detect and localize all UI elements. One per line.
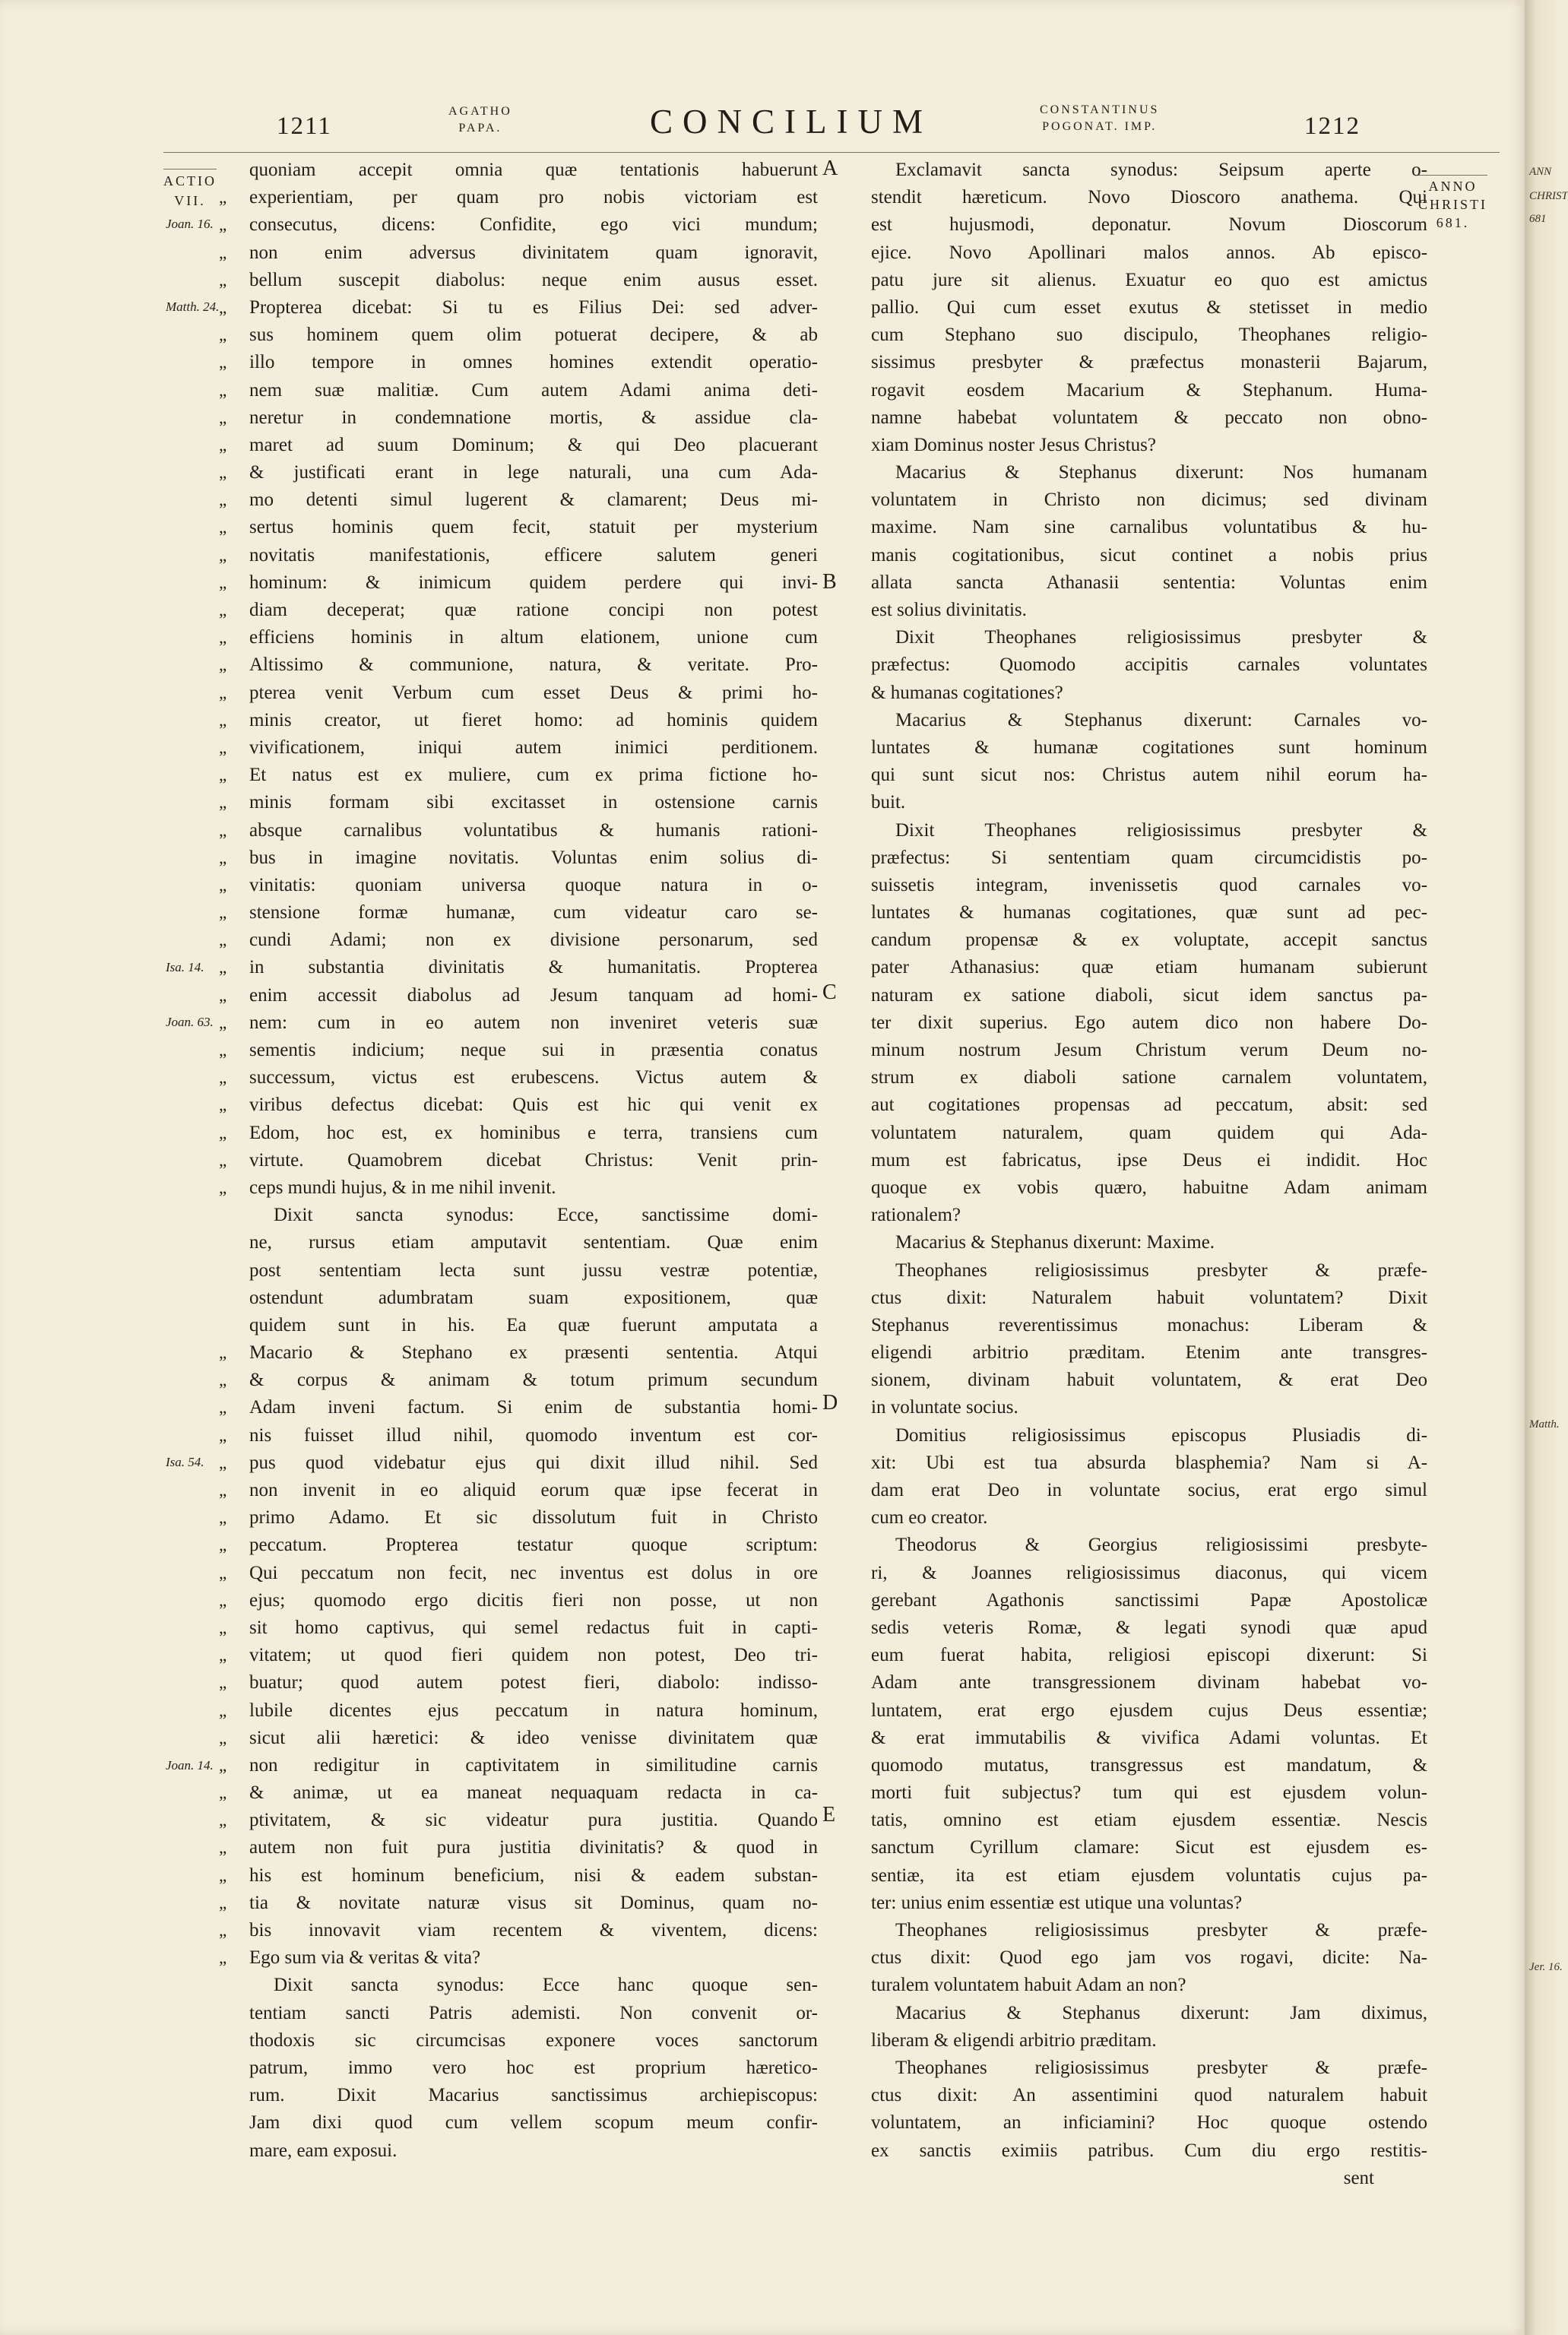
left_column-line: ejus; quomodo ergo dicitis fieri non posse, ut non xyxy=(249,1589,818,1611)
left_column-line: non enim adversus divinitatem quam ignoravit, xyxy=(249,242,818,263)
quote-mark: „ xyxy=(219,628,227,648)
left_column-line: stensione formæ humanæ, cum videatur caro se- xyxy=(249,902,818,924)
right_column-line: xit: Ubi est tua absurda blasphemia? Nam si A- xyxy=(871,1452,1427,1473)
right_column-line: sanctum Cyrillum clamare: Sicut est ejusdem es- xyxy=(871,1837,1427,1858)
left_column-line: cundi Adami; non ex divisione personarum, sed xyxy=(249,930,818,951)
right_column-line: ter: unius enim essentiæ est utique una voluntas? xyxy=(871,1892,1243,1913)
quote-mark xyxy=(219,2109,249,2137)
quote-mark: „ xyxy=(219,985,227,1005)
right_column-line: quoque ex vobis quæro, habuitne Adam animam xyxy=(871,1177,1427,1198)
right_column-line: Theodorus & Georgius religiosissimi presbyte- xyxy=(895,1535,1427,1556)
right_column-line: ri, & Joannes religiosissimus diaconus, qui vicem xyxy=(871,1562,1427,1583)
left_column-line: nem suæ malitiæ. Cum autem Adami anima deti- xyxy=(249,379,818,401)
left_column-line: ceps mundi hujus, & in me nihil invenit. xyxy=(249,1177,556,1198)
right_column-line: voluntatem naturalem, quam quidem qui Ada- xyxy=(871,1122,1427,1143)
right_column-line: naturam ex satione diaboli, sicut idem sanctus pa- xyxy=(871,984,1427,1006)
right_column-line: qui sunt sicut nos: Christus autem nihil eorum ha- xyxy=(871,765,1427,786)
quote-mark: „ xyxy=(219,1453,227,1472)
quotation-marks-column xyxy=(219,157,249,2165)
section-letter: A xyxy=(822,157,838,180)
running-title: CONCILIUM xyxy=(650,103,933,141)
left_column-line: lubile dicentes ejus peccatum in natura hominum, xyxy=(249,1700,818,1721)
running-head-left-line1: AGATHO xyxy=(448,105,512,118)
quote-mark: „ xyxy=(219,545,227,565)
left_column-line: Propterea dicebat: Si tu es Filius Dei: sed adver- xyxy=(249,296,818,318)
quote-mark: „ xyxy=(219,1425,227,1445)
margin-reference: Joan. 14. xyxy=(166,1757,214,1773)
quote-mark: „ xyxy=(219,188,227,208)
quote-mark: „ xyxy=(219,1095,227,1115)
left_column-line: mare, eam exposui. xyxy=(249,2140,398,2161)
left_column-line: bis innovavit viam recentem & viventem, dicens: xyxy=(249,1920,818,1941)
quote-mark: „ xyxy=(219,1041,227,1060)
quote-mark: „ xyxy=(219,848,227,867)
running-head-left xyxy=(448,103,512,137)
left_column-line: in substantia divinitatis & humanitatis. Propterea xyxy=(249,957,818,978)
quote-mark: „ xyxy=(219,297,227,317)
right_column-line: suissetis integram, invenissetis quod carnales vo- xyxy=(871,874,1427,895)
right_column-line: pater Athanasius: quæ etiam humanam subierunt xyxy=(871,957,1427,978)
left_column-line: tentiam sancti Patris ademisti. Non convenit or- xyxy=(249,2002,818,2023)
margin-reference: Joan. 63. xyxy=(166,1015,214,1030)
running-head-right-line2: POGONAT. IMP. xyxy=(1042,120,1158,133)
right_column-line: sentiæ, ita est etiam ejusdem voluntatis cujus pa- xyxy=(871,1865,1427,1886)
anno-label-line2: CHRISTI xyxy=(1418,197,1488,212)
right_column-line: quomodo mutatus, transgressus est mandatum, & xyxy=(871,1754,1427,1776)
right_column-line: mum est fabricatus, ipse Deus ei indidit. Hoc xyxy=(871,1149,1427,1171)
right_column-line: cum Stephano suo discipulo, Theophanes religio- xyxy=(871,325,1427,346)
right_column-line: ex sanctis eximiis patribus. Cum diu ergo restitis- xyxy=(871,2140,1427,2161)
right_column-line: cum eo creator. xyxy=(871,1507,988,1529)
quote-mark: „ xyxy=(219,1783,227,1803)
quote-mark: „ xyxy=(219,380,227,400)
quote-mark: „ xyxy=(219,1068,227,1088)
left_column-line: quidem sunt in his. Ea quæ fuerunt amputata a xyxy=(249,1314,818,1335)
right_column-line: in voluntate socius. xyxy=(871,1397,1018,1418)
quote-mark: „ xyxy=(219,1508,227,1528)
quote-mark: „ xyxy=(219,1755,227,1775)
right_column-line: maxime. Nam sine carnalibus voluntatibus & hu- xyxy=(871,517,1427,538)
quote-mark xyxy=(219,2082,249,2109)
right_column-line: sionem, divinam habuit voluntatem, & erat Deo xyxy=(871,1370,1427,1391)
left_column-line: minis formam sibi excitasset in ostensione carnis xyxy=(249,792,818,813)
left_column-line: sicut alii hæretici: & ideo venisse divinitatem quæ xyxy=(249,1727,818,1748)
quote-mark xyxy=(219,2055,249,2082)
right_column-line: Theophanes religiosissimus presbyter & præfe- xyxy=(895,1259,1427,1281)
right_column-line: Stephanus reverentissimus monachus: Liberam & xyxy=(871,1314,1427,1335)
quote-mark: „ xyxy=(219,793,227,813)
quote-mark: „ xyxy=(219,1150,227,1170)
section-letter: E xyxy=(822,1803,836,1826)
left_column-line: his est hominum beneficium, nisi & eadem substan- xyxy=(249,1865,818,1886)
left_column-line: patrum, immo vero hoc est proprium hæretico- xyxy=(249,2057,818,2078)
quote-mark: „ xyxy=(219,1646,227,1665)
anno-label-line1: ANNO xyxy=(1428,179,1478,194)
quote-mark: „ xyxy=(219,765,227,785)
left_column-line: novitatis manifestationis, efficere salutem generi xyxy=(249,544,818,566)
quote-mark: „ xyxy=(219,1563,227,1583)
left_column-line: & animæ, ut ea maneat nequaquam redacta in ca- xyxy=(249,1782,818,1804)
left_column-line: nem: cum in eo autem non inveniret veteris suæ xyxy=(249,1012,818,1033)
left_column-line: bellum suscepit diabolus: neque enim ausus esset. xyxy=(249,269,818,290)
left_column-line: Dixit sancta synodus: Ecce hanc quoque sen- xyxy=(274,1975,818,1996)
quote-mark xyxy=(219,2137,249,2165)
left_column-line: efficiens hominis in altum elationem, unione cum xyxy=(249,627,818,648)
quote-mark: „ xyxy=(219,325,227,345)
right_column-line: luntatem, erat ergo ejusdem cujus Deus essentiæ; xyxy=(871,1700,1427,1721)
left_column-line: mo detenti simul lugerent & clamarent; Deus mi- xyxy=(249,489,818,511)
quote-mark: „ xyxy=(219,1012,227,1032)
left_column-line: sus hominem quem olim potuerat decipere, & ab xyxy=(249,325,818,346)
quote-mark xyxy=(219,2000,249,2027)
anno-label-line3: 681. xyxy=(1436,215,1470,230)
left_column-line: buatur; quod autem potest fieri, diabolo: indisso- xyxy=(249,1672,818,1693)
left_column-line: vivificationem, iniqui autem inimici perditionem. xyxy=(249,737,818,758)
right_column-line: voluntatem, an inficiamini? Hoc quoque ostendo xyxy=(871,2112,1427,2134)
right_column-line: eligendi arbitrio præditam. Etenim ante transgres- xyxy=(871,1342,1427,1364)
right_column-line: Theophanes religiosissimus presbyter & præfe- xyxy=(895,2057,1427,2078)
left_column-line: maret ad suum Dominum; & qui Deo placuerant xyxy=(249,434,818,455)
left_column-line: diam deceperat; quæ ratione concipi non potest xyxy=(249,600,818,620)
quote-mark: „ xyxy=(219,242,227,262)
left-text-column xyxy=(249,157,818,2165)
right_column-line: Dixit Theophanes religiosissimus presbyter & xyxy=(895,819,1427,841)
quote-mark: „ xyxy=(219,463,227,483)
running-head-right-line1: CONSTANTINUS xyxy=(1040,103,1160,116)
running-head-right xyxy=(1040,102,1159,135)
quote-mark: „ xyxy=(219,683,227,702)
quote-mark xyxy=(219,1257,249,1285)
right_column-line: Domitius religiosissimus episcopus Plusiadis di- xyxy=(895,1424,1427,1446)
quote-mark: „ xyxy=(219,1673,227,1693)
left_column-line: quoniam accepit omnia quæ tentationis habuerunt xyxy=(249,160,818,180)
quote-mark: „ xyxy=(219,490,227,510)
quote-mark: „ xyxy=(219,1728,227,1747)
quote-mark: „ xyxy=(219,572,227,592)
right_column-line: præfectus: Si sententiam quam circumcidistis po- xyxy=(871,847,1427,868)
right_column-line: Dixit Theophanes religiosissimus presbyter & xyxy=(895,627,1427,648)
right_column-line: ejice. Novo Apollinari malos annos. Ab episco- xyxy=(871,242,1427,263)
quote-mark: „ xyxy=(219,1921,227,1940)
right_column-line: Macarius & Stephanus dixerunt: Jam diximus, xyxy=(895,2002,1427,2023)
right_column-line: est solius divinitatis. xyxy=(871,600,1027,620)
margin-reference: Matth. 24. xyxy=(166,299,220,314)
left_column-line: illo tempore in omnes homines extendit operatio- xyxy=(249,352,818,373)
left_column-line: ptivitatem, & sic videatur pura justitia. Quando xyxy=(249,1810,818,1831)
right_column-line: est hujusmodi, deponatur. Novum Dioscorum xyxy=(871,214,1427,236)
quote-mark xyxy=(219,157,249,184)
header-rule xyxy=(163,152,1500,153)
right_column-line: & humanas cogitationes? xyxy=(871,682,1063,703)
quote-mark: „ xyxy=(219,958,227,977)
right_column-line: Macarius & Stephanus dixerunt: Maxime. xyxy=(895,1232,1215,1253)
left_column-line: pus quod videbatur ejus qui dixit illud nihil. Sed xyxy=(249,1452,818,1473)
right_column-line: præfectus: Quomodo accipitis carnales voluntates xyxy=(871,654,1427,676)
quote-mark: „ xyxy=(219,600,227,619)
left_column-line: Dixit sancta synodus: Ecce, sanctissime domi- xyxy=(274,1205,818,1226)
right_column-line: aut cogitationes propensas ad peccatum, absit: sed xyxy=(871,1095,1427,1116)
margin-reference: Isa. 14. xyxy=(166,959,204,974)
right_column-line: Theophanes religiosissimus presbyter & præfe- xyxy=(895,1920,1427,1941)
margin-reference: Joan. 16. xyxy=(166,217,214,232)
left_column-line: sit homo captivus, qui semel redactus fuit in capti- xyxy=(249,1617,818,1638)
quote-mark: „ xyxy=(219,1481,227,1500)
left_column-line: enim accessit diabolus ad Jesum tanquam ad homi- xyxy=(249,984,818,1006)
right_column-line: ctus dixit: Quod ego jam vos rogavi, dicite: Na- xyxy=(871,1947,1427,1969)
right_column-line: stendit hæreticum. Novo Dioscoro anathema. Qui xyxy=(871,187,1427,208)
quote-mark: „ xyxy=(219,737,227,757)
left_column-line: Qui peccatum non fecit, nec inventus est dolus in ore xyxy=(249,1562,818,1583)
left_column-line: post sententiam lecta sunt jussu vestræ potentiæ, xyxy=(249,1259,818,1281)
right_column-line: namne habebat voluntatem & peccato non obno- xyxy=(871,407,1427,428)
left_column-line: sementis indicium; neque sui in præsentia conatus xyxy=(249,1040,818,1060)
left_column-line: experientiam, per quam pro nobis victoriam est xyxy=(249,187,818,208)
right_column-line: buit. xyxy=(871,792,906,813)
left_column-line: Edom, hoc est, ex hominibus e terra, transiens cum xyxy=(249,1122,818,1143)
edge-note: 681 xyxy=(1529,213,1547,225)
left_column-line: tia & novitate naturæ visus sit Dominus, quam no- xyxy=(249,1892,818,1913)
actio-label-line1: ACTIO xyxy=(163,173,217,189)
quote-mark: „ xyxy=(219,1123,227,1142)
anno-label xyxy=(1418,175,1487,232)
left_column-line: consecutus, dicens: Confidite, ego vici mundum; xyxy=(249,214,818,236)
right_column-line: manis cogitationibus, sicut continet a nobis prius xyxy=(871,544,1427,566)
right_column-line: liberam & eligendi arbitrio præditam. xyxy=(871,2029,1157,2051)
left_column-line: & justificati erant in lege naturali, una cum Ada- xyxy=(249,462,818,483)
left_column-line: neretur in condemnatione mortis, & assidue cla- xyxy=(249,407,818,428)
quote-mark: „ xyxy=(219,1590,227,1610)
actio-label xyxy=(163,169,217,211)
quote-mark xyxy=(219,1312,249,1339)
right_column-line: candum propensæ & ex voluptate, accepit sanctus xyxy=(871,930,1427,951)
left_column-line: vinitatis: quoniam universa quoque natura in o- xyxy=(249,874,818,895)
edge-note: Jer. 16. xyxy=(1529,1961,1563,1973)
quote-mark: „ xyxy=(219,903,227,923)
left_column-line: nis fuisset illud nihil, quomodo inventum est cor- xyxy=(249,1424,818,1446)
right_column-line: Exclamavit sancta synodus: Seipsum aperte o- xyxy=(895,160,1427,180)
quote-mark: „ xyxy=(219,518,227,537)
next-page-edge xyxy=(1525,0,1568,2335)
quote-mark xyxy=(219,1229,249,1256)
left_column-line: Ego sum via & veritas & vita? xyxy=(249,1947,481,1969)
left_column-line: non redigitur in captivitatem in similitudine carnis xyxy=(249,1754,818,1776)
right_column-line: morti fuit subjectus? tum qui est ejusdem volun- xyxy=(871,1782,1427,1804)
right_column-line: patu jure sit alienus. Exuatur eo quo est amictus xyxy=(871,269,1427,290)
left_column-line: sertus hominis quem fecit, statuit per mysterium xyxy=(249,517,818,538)
right_column-line: allata sancta Athanasii sententia: Voluntas enim xyxy=(871,572,1427,593)
right_column-line: Macarius & Stephanus dixerunt: Nos humanam xyxy=(895,462,1427,483)
left_column-line: non invenit in eo aliquid eorum quæ ipse fecerat in xyxy=(249,1480,818,1500)
left_column-line: vitatem; ut quod fieri quidem non potest, Deo tri- xyxy=(249,1645,818,1666)
quote-mark: „ xyxy=(219,875,227,895)
margin-reference: Isa. 54. xyxy=(166,1455,204,1470)
right_column-line: ter dixit superius. Ego autem dico non habere Do- xyxy=(871,1012,1427,1033)
right_column-line: sedis veteris Romæ, & legati synodi quæ apud xyxy=(871,1617,1427,1638)
left_column-line: hominum: & inimicum quidem perdere qui invi- xyxy=(249,572,818,593)
running-head-left-line2: PAPA. xyxy=(458,122,502,135)
edge-note: Matth. xyxy=(1529,1418,1560,1430)
right_column-line: pallio. Qui cum esset exutus & stetisset in medio xyxy=(871,296,1427,318)
section-letter: C xyxy=(822,981,837,1004)
section-letter: D xyxy=(822,1391,838,1415)
left_column-line: Et natus est ex muliere, cum ex prima fictione ho- xyxy=(249,765,818,786)
page-number-right: 1212 xyxy=(1304,112,1361,140)
right_column-line: tatis, omnino est etiam ejusdem essentiæ. Nescis xyxy=(871,1810,1427,1831)
section-letter: B xyxy=(822,570,837,594)
quote-mark: „ xyxy=(219,930,227,950)
quote-mark: „ xyxy=(219,215,227,235)
left_column-line: bus in imagine novitatis. Voluntas enim solius di- xyxy=(249,847,818,868)
left_column-line: Macario & Stephano ex præsenti sententia. Atqui xyxy=(249,1342,818,1364)
left_column-line: successum, victus est erubescens. Victus autem & xyxy=(249,1067,818,1088)
left_column-line: rum. Dixit Macarius sanctissimus archiepiscopus: xyxy=(249,2085,818,2106)
right_column-line: rogavit eosdem Macarium & Stephanum. Huma- xyxy=(871,379,1427,401)
left_column-line: & corpus & animam & totum primum secundum xyxy=(249,1370,818,1391)
quote-mark: „ xyxy=(219,435,227,455)
right_column-line: xiam Dominus noster Jesus Christus? xyxy=(871,434,1156,455)
right_column-line: & erat immutabilis & vivifica Adami voluntas. Et xyxy=(871,1727,1427,1748)
quote-mark: „ xyxy=(219,1948,227,1968)
edge-note: ANN xyxy=(1529,166,1552,178)
left_column-line: peccatum. Propterea testatur quoque scriptum: xyxy=(249,1535,818,1556)
quote-mark xyxy=(219,1285,249,1312)
right_column-line: luntates & humanæ cogitationes sunt hominum xyxy=(871,737,1427,758)
right_column-line: Macarius & Stephanus dixerunt: Carnales vo- xyxy=(895,709,1427,730)
right_column-line: ctus dixit: An assentimini quod naturalem habuit xyxy=(871,2085,1427,2106)
quote-mark: „ xyxy=(219,1811,227,1830)
left_column-line: viribus defectus dicebat: Quis est hic qui venit ex xyxy=(249,1095,818,1116)
quote-mark: „ xyxy=(219,1177,227,1197)
left_column-line: Altissimo & communione, natura, & veritate. Pro- xyxy=(249,654,818,676)
left_column-line: minis creator, ut fieret homo: ad hominis quidem xyxy=(249,709,818,730)
quote-mark: „ xyxy=(219,353,227,372)
left_column-line: Jam dixi quod cum vellem scopum meum confir- xyxy=(249,2112,818,2134)
right_column-line: rationalem? xyxy=(871,1205,961,1226)
right_column-line: dam erat Deo in voluntate socius, erat ergo simul xyxy=(871,1480,1427,1500)
right-text-column xyxy=(871,157,1427,2192)
quote-mark: „ xyxy=(219,1398,227,1418)
right_column-line: ctus dixit: Naturalem habuit voluntatem? Dixit xyxy=(871,1287,1427,1308)
quote-mark xyxy=(219,1972,249,1999)
right_column-line: luntates & humanas cogitationes, quæ sunt ad pec- xyxy=(871,902,1427,924)
quote-mark: „ xyxy=(219,1535,227,1555)
quote-mark: „ xyxy=(219,1370,227,1390)
quote-mark: „ xyxy=(219,1893,227,1912)
left_column-line: Adam inveni factum. Si enim de substantia homi- xyxy=(249,1397,818,1418)
left_column-line: pterea venit Verbum cum esset Deus & primi ho- xyxy=(249,682,818,703)
quote-mark xyxy=(219,1202,249,1229)
right_column-line: eum fuerat habita, religiosi episcopi dixerunt: Si xyxy=(871,1645,1427,1666)
quote-mark: „ xyxy=(219,655,227,675)
quote-mark: „ xyxy=(219,270,227,290)
right_column-line: gerebant Agathonis sanctissimi Papæ Apostolicæ xyxy=(871,1589,1427,1611)
right_column-line: strum ex diaboli satione carnalem voluntatem, xyxy=(871,1067,1427,1088)
left_column-line: autem non fuit pura justitia divinitatis? & quod in xyxy=(249,1837,818,1858)
quote-mark: „ xyxy=(219,1700,227,1720)
right_column-line: sissimus presbyter & præfectus monasterii Bajarum, xyxy=(871,352,1427,373)
left_column-line: primo Adamo. Et sic dissolutum fuit in Christo xyxy=(249,1507,818,1529)
quote-mark xyxy=(219,2027,249,2055)
quote-mark: „ xyxy=(219,407,227,427)
right_column-line: minum nostrum Jesum Christum verum Deum no- xyxy=(871,1040,1427,1060)
right_column-line: voluntatem in Christo non dicimus; sed divinam xyxy=(871,489,1427,511)
right_column-line: turalem voluntatem habuit Adam an non? xyxy=(871,1975,1186,1996)
actio-label-line2: VII. xyxy=(174,193,206,208)
quote-mark: „ xyxy=(219,820,227,840)
edge-note: CHRIST xyxy=(1529,190,1568,202)
left_column-line: ostendunt adumbratam suam expositionem, quæ xyxy=(249,1287,818,1308)
quote-mark: „ xyxy=(219,710,227,730)
left_column-line: virtute. Quamobrem dicebat Christus: Venit prin- xyxy=(249,1149,818,1171)
quote-mark: „ xyxy=(219,1838,227,1858)
page-number-left: 1211 xyxy=(277,112,332,140)
quote-mark: „ xyxy=(219,1343,227,1363)
quote-mark: „ xyxy=(219,1865,227,1885)
right_column-line: Adam ante transgressionem divinam habebat vo- xyxy=(871,1672,1427,1693)
left_column-line: absque carnalibus voluntatibus & humanis rationi- xyxy=(249,819,818,841)
left_column-line: thodoxis sic circumcisas exponere voces sanctorum xyxy=(249,2029,818,2051)
left_column-line: ne, rursus etiam amputavit sententiam. Quæ enim xyxy=(249,1232,818,1253)
quote-mark: „ xyxy=(219,1617,227,1637)
right_column-line: sent xyxy=(1343,2167,1374,2188)
